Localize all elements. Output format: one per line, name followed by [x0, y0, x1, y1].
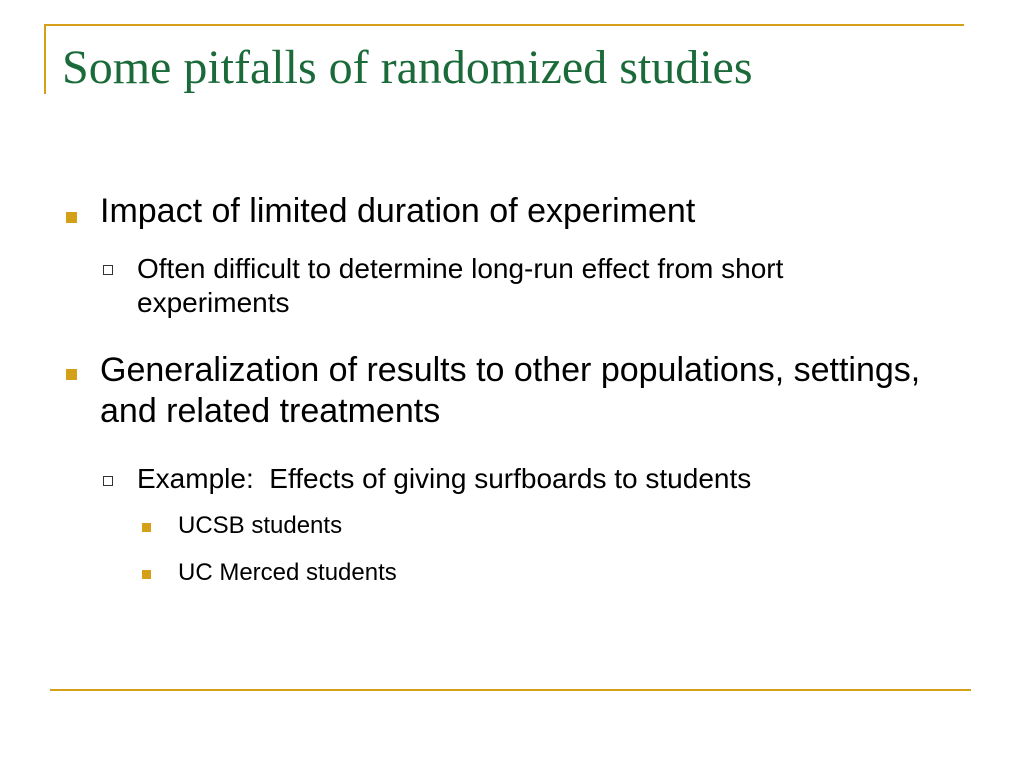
square-bullet-icon	[66, 369, 77, 380]
square-bullet-icon	[66, 212, 77, 223]
bullet-level3-1: UCSB students	[178, 512, 343, 539]
square-bullet-icon	[142, 570, 151, 579]
hollow-square-bullet-icon	[103, 265, 113, 275]
top-rule	[44, 24, 964, 26]
square-bullet-icon	[142, 523, 151, 532]
bottom-rule	[50, 689, 971, 691]
bullet-level1-1: Impact of limited duration of experiment	[100, 192, 696, 230]
bullet-level2-2: Example: Effects of giving surfboards to students	[137, 463, 752, 494]
bullet-level2-1: Often difficult to determine long-run effect from short experiments	[137, 253, 784, 318]
bullet-level3-2: UC Merced students	[178, 559, 397, 586]
left-rule	[44, 24, 46, 94]
slide-title: Some pitfalls of randomized studies	[62, 41, 753, 94]
bullet-level1-2: Generalization of results to other populations, settings, and related treatments	[100, 351, 921, 430]
hollow-square-bullet-icon	[103, 476, 113, 486]
